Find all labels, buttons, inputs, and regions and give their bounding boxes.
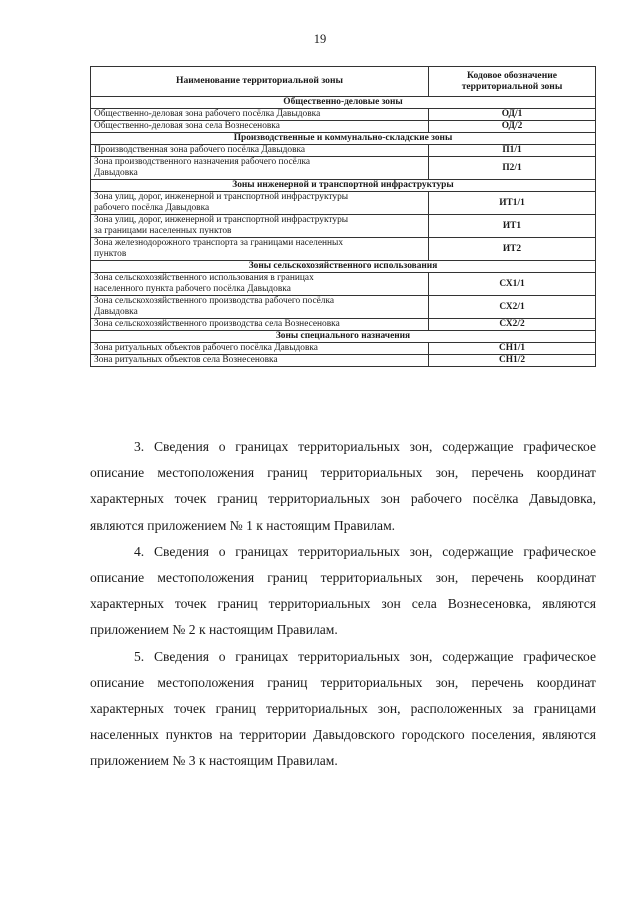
zone-group-title: Зоны инженерной и транспортной инфраструктуры	[91, 180, 596, 192]
table-row	[91, 215, 596, 238]
table-header-row	[91, 67, 596, 97]
zone-name-line: Зона ритуальных объектов села Вознесеновка	[94, 355, 278, 366]
header-zone-name: Наименование территориальной зоны	[91, 67, 429, 97]
table-group-row	[91, 133, 596, 145]
zone-name-line: Давыдовка	[94, 168, 138, 178]
paragraph-4: 4. Сведения о границах территориальных зон, содержащие графическое описание местоположения границ территориальных зон, перечень координат характерных точек границ территориальных зон села Вознесеновка, являются приложением № 2 к настоящим Правилам.	[90, 543, 596, 638]
zone-name-line: Зона улиц, дорог, инженерной и транспортной инфраструктуры	[94, 215, 349, 226]
zone-code-cell: ИТ1	[429, 215, 596, 238]
table-row	[91, 238, 596, 261]
zones-table	[90, 66, 596, 367]
zone-code-cell: ОД/1	[429, 109, 596, 121]
zone-code-cell: П2/1	[429, 157, 596, 180]
table-row	[91, 109, 596, 121]
table-group-row	[91, 331, 596, 343]
zone-name-line: за границами населенных пунктов	[94, 226, 232, 236]
zone-name-line: Зона производственного назначения рабочего посёлка	[94, 157, 311, 168]
zone-name-line: Зона сельскохозяйственного производства рабочего посёлка	[94, 296, 335, 307]
zone-name-cell	[91, 109, 429, 121]
zone-code-cell: П1/1	[429, 145, 596, 157]
zone-group-title: Общественно-деловые зоны	[91, 97, 596, 109]
table-row	[91, 273, 596, 296]
header-zone-code	[429, 67, 596, 97]
zones-table-body	[91, 97, 596, 367]
zone-name-cell	[91, 121, 429, 133]
zone-name-line: Зона улиц, дорог, инженерной и транспортной инфраструктуры	[94, 192, 349, 203]
zone-group-title: Производственные и коммунально-складские зоны	[91, 133, 596, 145]
page-number: 19	[313, 32, 327, 46]
table-row	[91, 121, 596, 133]
table-row	[91, 145, 596, 157]
zone-name-cell	[91, 273, 429, 296]
zone-code-cell: ОД/2	[429, 121, 596, 133]
body-text	[90, 434, 596, 775]
zone-name-line: рабочего посёлка Давыдовка	[94, 203, 210, 213]
paragraph-5: 5. Сведения о границах территориальных зон, содержащие графическое описание местоположения границ территориальных зон, перечень координат характерных точек границ территориальных зон, расположенных за границами населенных пунктов на территории Давыдовского городского поселения, являются приложением № 3 к настоящим Правилам.	[90, 648, 596, 769]
zone-name-cell	[91, 343, 429, 355]
paragraph-3: 3. Сведения о границах территориальных зон, содержащие графическое описание местоположения границ территориальных зон, перечень координат характерных точек границ территориальных зон рабочего посёлка Давыдовка, являются приложением № 1 к настоящим Правилам.	[90, 439, 596, 533]
zone-code-cell: СХ1/1	[429, 273, 596, 296]
zone-name-cell	[91, 319, 429, 331]
zone-name-line: населенного пункта рабочего посёлка Давыдовка	[94, 284, 291, 294]
zone-name-cell	[91, 238, 429, 261]
zone-code-cell: ИТ1/1	[429, 192, 596, 215]
zone-name-line: Производственная зона рабочего посёлка Давыдовка	[94, 145, 306, 156]
table-row	[91, 355, 596, 367]
zone-name-line: Общественно-деловая зона рабочего посёлка Давыдовка	[94, 109, 321, 120]
zone-code-cell: СХ2/2	[429, 319, 596, 331]
table-row	[91, 192, 596, 215]
zone-group-title: Зоны специального назначения	[91, 331, 596, 343]
zone-name-line: пунктов	[94, 249, 127, 259]
zone-name-line: Зона ритуальных объектов рабочего посёлка Давыдовка	[94, 343, 318, 354]
zone-code-cell: СН1/2	[429, 355, 596, 367]
zone-name-cell	[91, 296, 429, 319]
zone-name-cell	[91, 355, 429, 367]
zone-name-line: Общественно-деловая зона села Вознесеновка	[94, 121, 280, 132]
zone-name-line: Зона сельскохозяйственного использования в границах	[94, 273, 314, 284]
header-code-line1: Кодовое обозначение	[466, 69, 558, 81]
zone-name-line: Зона железнодорожного транспорта за границами населенных	[94, 238, 344, 249]
zone-name-line: Зона сельскохозяйственного производства села Вознесеновка	[94, 319, 340, 330]
zone-name-cell	[91, 145, 429, 157]
table-group-row	[91, 261, 596, 273]
header-code-line2: территориальной зоны	[461, 80, 563, 92]
zone-code-cell: СХ2/1	[429, 296, 596, 319]
zone-code-cell: ИТ2	[429, 238, 596, 261]
table-row	[91, 319, 596, 331]
table-row	[91, 296, 596, 319]
zone-name-cell	[91, 192, 429, 215]
zone-name-line: Давыдовка	[94, 307, 138, 317]
zone-name-cell	[91, 215, 429, 238]
table-row	[91, 157, 596, 180]
zone-group-title: Зоны сельскохозяйственного использования	[91, 261, 596, 273]
zone-code-cell: СН1/1	[429, 343, 596, 355]
table-group-row	[91, 180, 596, 192]
table-group-row	[91, 97, 596, 109]
table-row	[91, 343, 596, 355]
zone-name-cell	[91, 157, 429, 180]
